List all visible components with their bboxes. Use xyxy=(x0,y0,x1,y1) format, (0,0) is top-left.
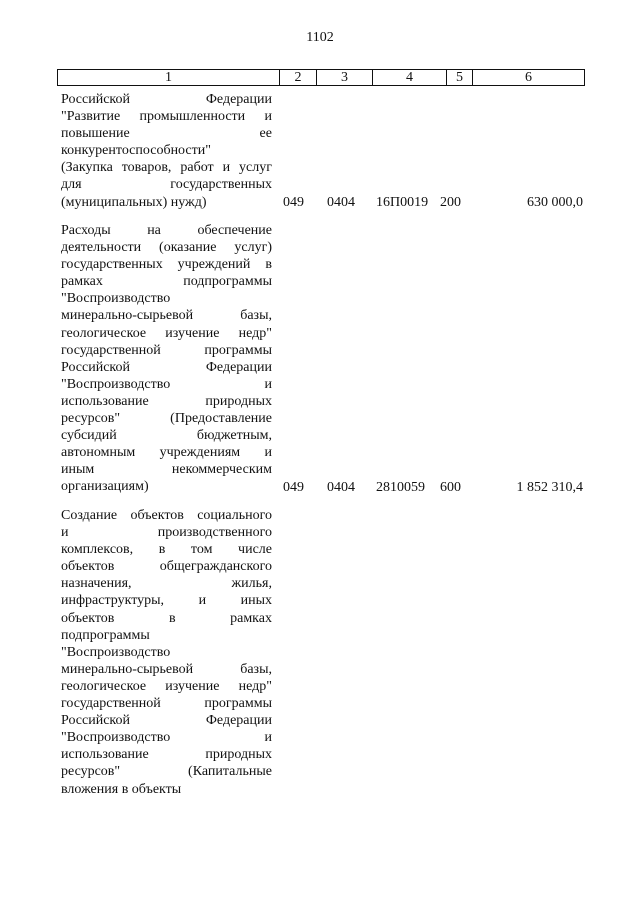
description-line: использование природных xyxy=(61,747,272,763)
table-header xyxy=(57,69,585,86)
description-line: инфраструктуры, и иных xyxy=(61,593,272,609)
description-line: Создание объектов социального xyxy=(61,508,272,523)
column-header-1: 1 xyxy=(58,70,280,85)
description-line: минерально-сырьевой базы, xyxy=(61,308,272,324)
description-line: геологическое изучение недр" xyxy=(61,325,272,341)
description-line: конкурентоспособности" xyxy=(61,143,211,159)
row-description xyxy=(61,507,272,798)
description-line: вложения в объекты xyxy=(61,781,182,797)
column-header-4: 4 xyxy=(373,70,447,85)
description-line: геологическое изучение недр" xyxy=(61,678,272,694)
column-header-5: 5 xyxy=(447,70,473,85)
column-header-6: 6 xyxy=(525,70,532,85)
description-line: государственных учреждений в xyxy=(61,257,272,273)
amount-value: 1 852 310,4 xyxy=(516,479,583,495)
description-line: рамках подпрограммы xyxy=(61,274,272,290)
description-line: ресурсов" (Капитальные xyxy=(61,764,272,780)
ministry-code: 049 xyxy=(283,194,304,210)
description-line: минерально-сырьевой базы, xyxy=(61,661,272,677)
description-line: государственной программы xyxy=(61,696,272,712)
column-header-3: 3 xyxy=(317,70,373,85)
description-line: подпрограммы xyxy=(61,627,150,643)
description-line: комплексов, в том числе xyxy=(61,542,272,558)
description-line: организациям) xyxy=(61,479,149,495)
description-line: Российской Федерации xyxy=(61,713,272,729)
description-line: деятельности (оказание услуг) xyxy=(61,240,272,256)
description-line: для государственных xyxy=(61,177,272,193)
expense-type-code: 600 xyxy=(440,479,461,495)
section-code: 0404 xyxy=(327,479,355,495)
target-article-code: 2810059 xyxy=(376,479,425,495)
description-line: ресурсов" (Предоставление xyxy=(61,411,272,427)
description-line: повышение ее xyxy=(61,126,272,142)
description-line: автономным учреждениям и xyxy=(61,445,272,461)
description-line: "Воспроизводство xyxy=(61,291,171,307)
page-number: 1102 xyxy=(306,30,334,45)
description-line: государственной программы xyxy=(61,342,272,358)
row-description xyxy=(61,91,272,211)
description-line: Российской Федерации xyxy=(61,92,272,107)
row-description xyxy=(61,222,272,496)
description-line: объектов общегражданского xyxy=(61,559,272,575)
description-line: Российской Федерации xyxy=(61,359,272,375)
description-line: объектов в рамках xyxy=(61,610,272,626)
description-line: и производственного xyxy=(61,525,272,541)
description-line: "Воспроизводство и xyxy=(61,376,272,392)
description-line: "Воспроизводство и xyxy=(61,730,272,746)
target-article-code: 16П0019 xyxy=(376,194,429,210)
ministry-code: 049 xyxy=(283,479,304,495)
description-line: назначения, жилья, xyxy=(61,576,272,592)
description-line: использование природных xyxy=(61,393,272,409)
section-code: 0404 xyxy=(327,194,355,210)
description-line: "Развитие промышленности и xyxy=(61,109,272,125)
description-line: (Закупка товаров, работ и услуг xyxy=(61,160,272,176)
description-line: (муниципальных) нужд) xyxy=(61,194,207,210)
amount-value: 630 000,0 xyxy=(527,194,583,210)
description-line: субсидий бюджетным, xyxy=(61,428,272,444)
description-line: Расходы на обеспечение xyxy=(61,223,272,238)
description-line: иным некоммерческим xyxy=(61,462,272,478)
expense-type-code: 200 xyxy=(440,194,461,210)
column-header-2: 2 xyxy=(280,70,317,85)
description-line: "Воспроизводство xyxy=(61,644,171,660)
